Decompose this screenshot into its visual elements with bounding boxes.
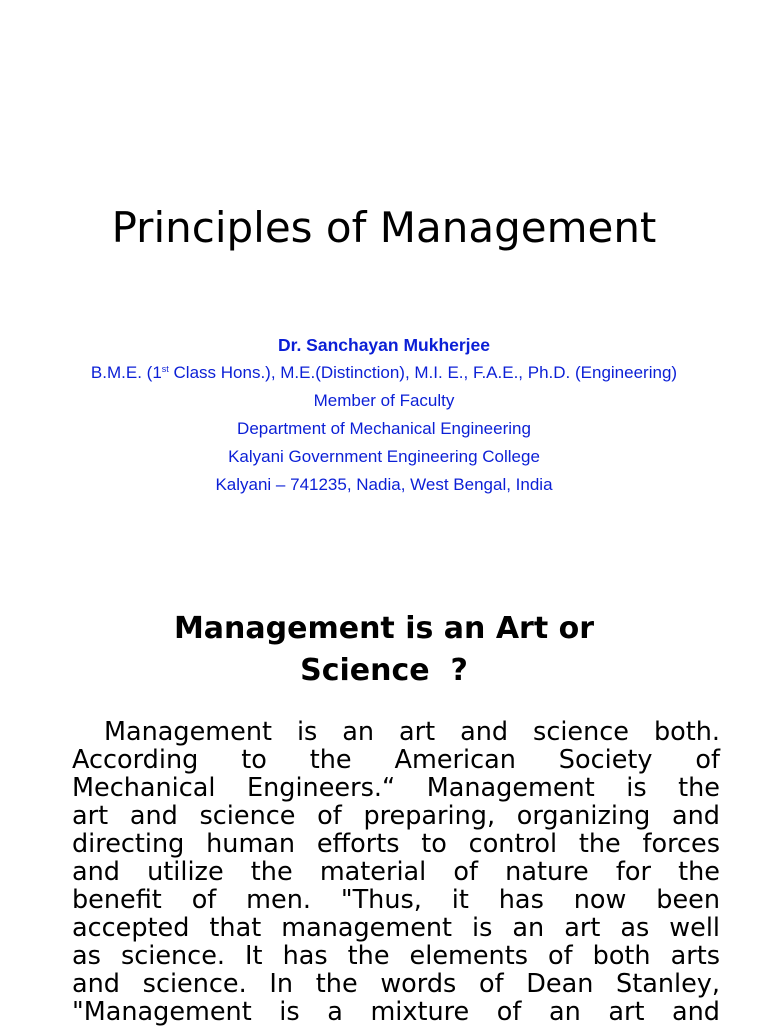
author-name: Dr. Sanchayan Mukherjee	[277, 335, 491, 355]
slide2-heading	[0, 608, 768, 692]
body-line: benefit of men. "Thus, it has now been	[72, 885, 720, 915]
body-line: "Management is a mixture of an art and	[72, 997, 720, 1027]
author-position: Member of Faculty	[313, 391, 455, 410]
author-degrees-pre: B.M.E. (1	[90, 363, 162, 382]
author-department: Department of Mechanical Engineering	[237, 419, 531, 438]
author-degrees-superscript: st	[161, 364, 169, 374]
author-college: Kalyani Government Engineering College	[228, 447, 540, 466]
author-address: Kalyani – 741235, Nadia, West Bengal, India	[215, 475, 553, 494]
author-degrees-post: Class Hons.), M.E.(Distinction), M.I. E., F.A.E., Ph.D. (Engineering)	[168, 363, 678, 382]
body-line: According to the American Society of	[72, 745, 720, 775]
body-line: Mechanical Engineers.“ Management is the	[72, 773, 720, 803]
author-block	[0, 331, 768, 499]
body-line: and utilize the material of nature for the	[72, 857, 720, 887]
body-line: as science. It has the elements of both arts	[72, 941, 720, 971]
body-line: directing human efforts to control the forces	[72, 829, 720, 859]
author-degrees	[0, 359, 768, 387]
body-line: accepted that management is an art as well	[72, 913, 720, 943]
slide2-heading-line: Management is an Art or	[173, 611, 595, 646]
body-line: Management is an art and science both.	[104, 717, 720, 747]
slide-title: Principles of Management	[111, 203, 657, 252]
body-line: and science. In the words of Dean Stanley,	[72, 969, 720, 999]
body-line: art and science of preparing, organizing and	[72, 801, 720, 831]
slide2-body-text	[72, 718, 720, 1026]
slide2-heading-line: Science ?	[300, 653, 468, 688]
